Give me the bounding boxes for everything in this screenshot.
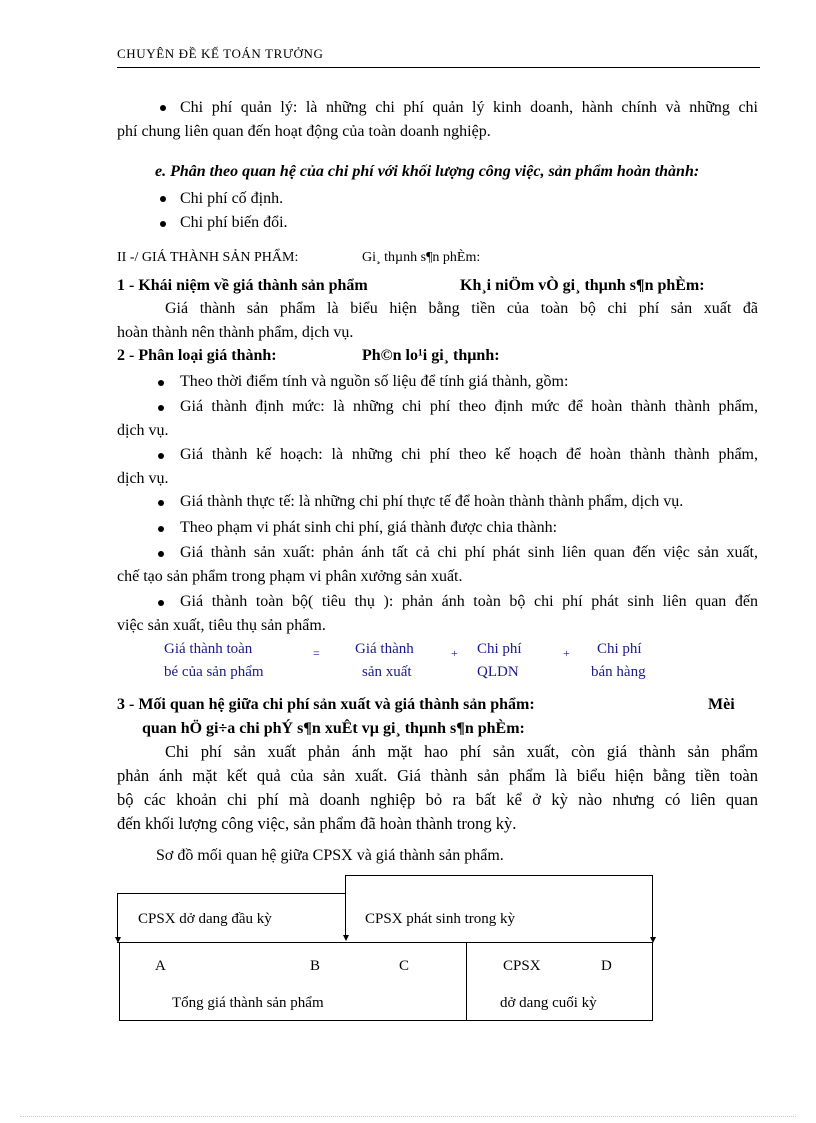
diagram-line xyxy=(117,942,653,943)
subheading-e: e. Phân theo quan hệ của chi phí với khối lượng công việc, sản phẩm hoàn thành: xyxy=(155,163,700,180)
diagram-line xyxy=(466,942,467,1020)
text-line: Giá thành định mức: là những chi phí theo định mức để hoàn thành thành phẩm, xyxy=(180,398,758,415)
diagram-line xyxy=(119,1020,653,1021)
diagram-line xyxy=(117,893,346,894)
text-line: Chi phí biến đổi. xyxy=(180,214,288,231)
formula-term-1b: bé của sản phẩm xyxy=(164,664,264,680)
text-line: Giá thành sản phẩm là biểu hiện bằng tiền của toàn bộ chi phí sản xuất đã xyxy=(165,300,758,317)
heading-1-garbled: Kh¸i niÖm vÒ gi¸ thµnh s¶n phÈm: xyxy=(460,277,705,294)
diagram-label-total-cost: Tổng giá thành sản phẩm xyxy=(172,995,324,1011)
bullet-icon xyxy=(158,526,164,532)
page-header: CHUYÊN ĐỀ KẾ TOÁN TRƯỞNG xyxy=(117,46,324,61)
bullet-icon xyxy=(160,105,166,111)
heading-3: 3 - Mối quan hệ giữa chi phí sản xuất và giá thành sản phẩm: xyxy=(117,696,535,713)
page-footer-rule xyxy=(20,1116,796,1117)
text-line: chế tạo sản phẩm trong phạm vi phân xưởng sản xuất. xyxy=(117,568,463,585)
diagram-label-opening-wip: CPSX dở dang đầu kỳ xyxy=(138,911,272,927)
text-line: dịch vụ. xyxy=(117,470,169,487)
section-heading: II -/ GIÁ THÀNH SẢN PHẨM: xyxy=(117,250,299,265)
diagram-caption: Sơ đồ mối quan hệ giữa CPSX và giá thành sản phẩm. xyxy=(156,847,504,864)
section-heading-garbled: Gi¸ thµnh s¶n phÈm: xyxy=(362,250,481,265)
text-line: Giá thành kế hoạch: là những chi phí theo kế hoạch để hoàn thành thành phẩm, xyxy=(180,446,758,463)
heading-3-garbled: Mèi xyxy=(708,696,735,713)
formula-plus: + xyxy=(563,646,570,660)
text-line: đến khối lượng công việc, sản phẩm đã hoàn thành trong kỳ. xyxy=(117,814,517,833)
text-line: bộ các khoản chi phí mà doanh nghiệp bỏ ra bất kể ở kỳ nào nhưng có liên quan xyxy=(117,790,758,809)
formula-term-3a: Chi phí xyxy=(477,641,522,657)
bullet-icon xyxy=(160,221,166,227)
header-rule xyxy=(117,67,760,68)
text-line: Giá thành sản xuất: phản ánh tất cả chi phí phát sinh liên quan đến việc sản xuất, xyxy=(180,544,758,561)
diagram-label-incurred-cost: CPSX phát sinh trong kỳ xyxy=(365,911,516,927)
bullet-icon xyxy=(158,551,164,557)
formula-term-1a: Giá thành toàn xyxy=(164,641,253,657)
diagram-point-d: D xyxy=(601,958,612,974)
text-line: Chi phí quản lý: là những chi phí quản lý kinh doanh, hành chính và những chi xyxy=(180,99,758,116)
formula-equals: = xyxy=(313,646,320,660)
text-line: Theo phạm vi phát sinh chi phí, giá thành được chia thành: xyxy=(180,519,558,536)
text-line: Chi phí cố định. xyxy=(180,190,284,207)
formula-term-3b: QLDN xyxy=(477,664,519,680)
bullet-icon xyxy=(158,600,164,606)
text-line: phí chung liên quan đến hoạt động của toàn doanh nghiệp. xyxy=(117,123,491,140)
diagram-label-closing-wip: dở dang cuối kỳ xyxy=(500,995,597,1011)
heading-2: 2 - Phân loại giá thành: xyxy=(117,347,277,364)
diagram-label-cpsx: CPSX xyxy=(503,958,541,974)
bullet-icon xyxy=(158,500,164,506)
formula-term-4b: bán hàng xyxy=(591,664,646,680)
diagram-point-b: B xyxy=(310,958,321,974)
diagram-line xyxy=(652,875,653,937)
formula-term-2b: sản xuất xyxy=(362,664,412,680)
heading-1: 1 - Khái niệm về giá thành sản phẩm xyxy=(117,277,368,294)
diagram-point-a: A xyxy=(155,958,166,974)
text-line: hoàn thành nên thành phẩm, dịch vụ. xyxy=(117,324,354,341)
bullet-icon xyxy=(158,405,164,411)
diagram-line xyxy=(119,942,120,1020)
text-line: việc sản xuất, tiêu thụ sản phẩm. xyxy=(117,617,326,634)
text-line: Giá thành thực tế: là những chi phí thực tế để hoàn thành thành phẩm, dịch vụ. xyxy=(180,493,684,510)
diagram-line xyxy=(117,893,118,941)
text-line: dịch vụ. xyxy=(117,422,169,439)
formula-plus: + xyxy=(451,646,458,660)
arrow-down-icon xyxy=(343,935,349,941)
text-line: Chi phí sản xuất phản ánh mặt hao phí sản xuất, còn giá thành sản phẩm xyxy=(165,742,758,761)
text-line: phản ánh mặt kết quả của sản xuất. Giá thành sản phẩm là biểu hiện bằng tiền toàn xyxy=(117,766,758,785)
formula-term-2a: Giá thành xyxy=(355,641,414,657)
heading-2-garbled: Ph©n lo¹i gi¸ thµnh: xyxy=(362,347,500,364)
diagram-point-c: C xyxy=(399,958,410,974)
bullet-icon xyxy=(158,380,164,386)
diagram-line xyxy=(345,875,346,937)
diagram-line xyxy=(652,942,653,1020)
text-line: Giá thành toàn bộ( tiêu thụ ): phản ánh toàn bộ chi phí phát sinh liên quan đến xyxy=(180,593,758,610)
bullet-icon xyxy=(160,196,166,202)
heading-3-garbled: quan hÖ gi÷a chi phÝ s¶n xuÊt vµ gi¸ thµnh s¶n phÈm: xyxy=(142,720,525,737)
diagram-line xyxy=(345,875,653,876)
bullet-icon xyxy=(158,453,164,459)
text-line: Theo thời điểm tính và nguồn số liệu để tính giá thành, gồm: xyxy=(180,373,569,390)
formula-term-4a: Chi phí xyxy=(597,641,642,657)
